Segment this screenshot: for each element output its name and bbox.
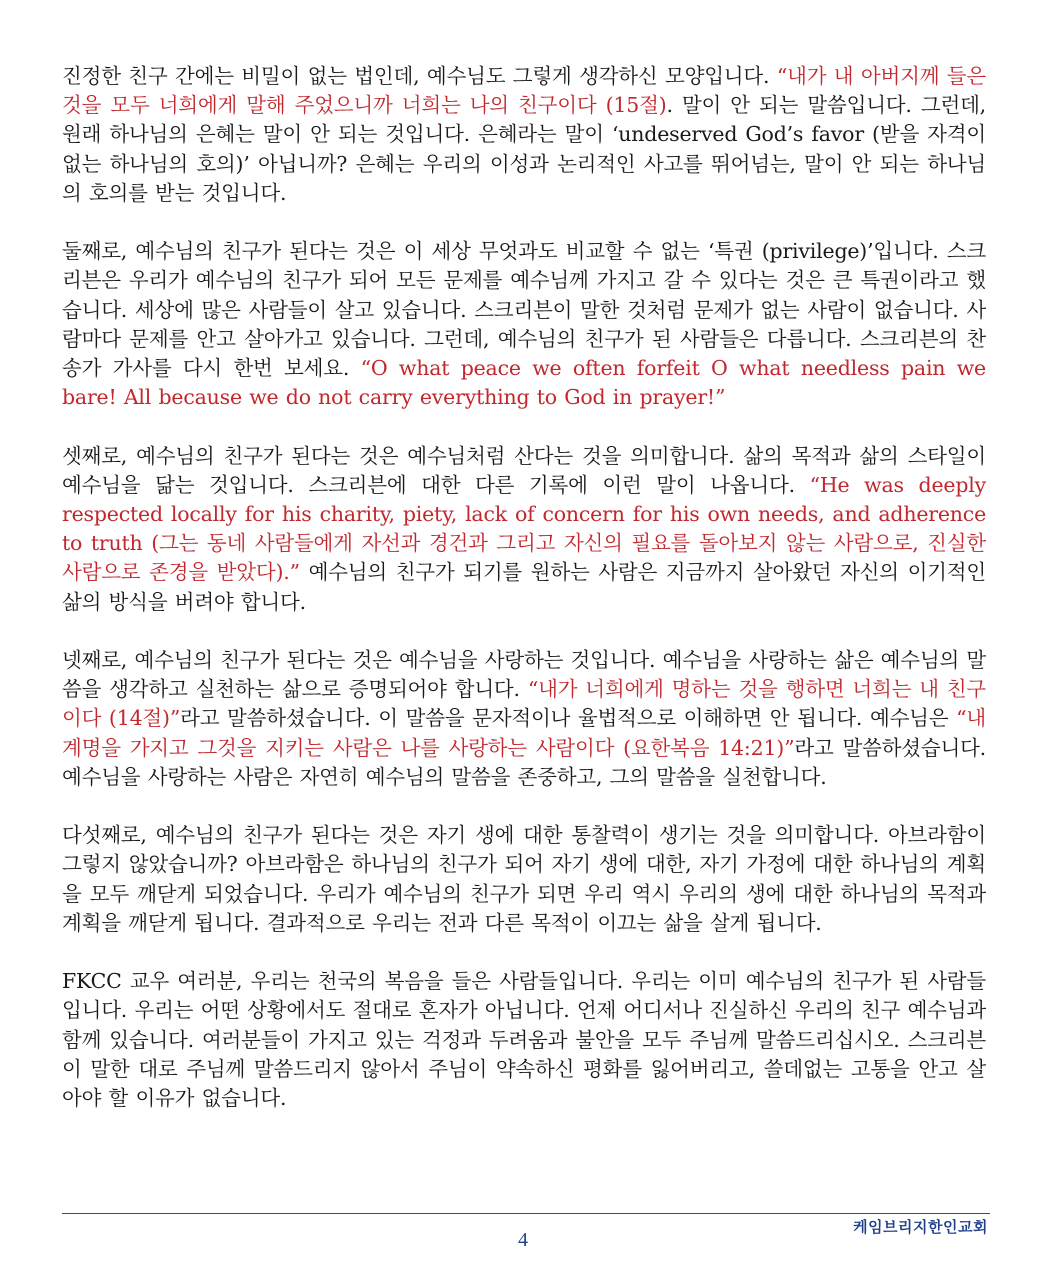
paragraph-second-privilege xyxy=(62,237,986,412)
paragraph-text: 라고 말씀하셨습니다. 이 말씀을 문자적이나 율법적으로 이해하면 안 됩니다. 예수님은 xyxy=(180,706,957,731)
paragraph-text: 다섯째로, 예수님의 친구가 된다는 것은 자기 생에 대한 통찰력이 생기는 것을 의미합니다. 아브라함이 그렇지 않았습니까? 아브라함은 하나님의 친구가 되어 자기 생에 대한, 자기 가정에 대한 하나님의 계획을 모두 깨닫게 되었습니다. 우리가 예수님의 친구가 되면 우리 역시 우리의 생에 대한 하나님의 목적과 계획을 깨닫게 됩니다. 결과적으로 우리는 전과 다른 목적이 이끄는 삶을 살게 됩니다. xyxy=(62,823,986,935)
paragraph-secret-friend xyxy=(62,62,986,208)
scripture-quote: “내가 너희에게 명하는 것을 행하면 너희는 내 친구이다 (14절)” xyxy=(62,677,986,731)
document-body xyxy=(62,62,986,1142)
paragraph-fifth-insight xyxy=(62,821,986,938)
paragraph-text: FKCC 교우 여러분, 우리는 천국의 복음을 들은 사람들입니다. 우리는 이미 예수님의 친구가 된 사람들입니다. 우리는 어떤 상황에서도 절대로 혼자가 아닙니다. 언제 어디서나 진실하신 우리의 친구 예수님과 함께 있습니다. 여러분들이 가지고 있는 걱정과 두려움과 불안을 모두 주님께 말씀드리십시오. 스크리븐이 말한 대로 주님께 말씀드리지 않아서 주님이 약속하신 평화를 잃어버리고, 쓸데없는 고통을 안고 살아야 할 이유가 없습니다. xyxy=(62,969,986,1111)
scripture-quote: “내 계명을 가지고 그것을 지키는 사람은 나를 사랑하는 사람이다 (요한복음 14:21)” xyxy=(62,706,987,760)
paragraph-fourth-love-jesus xyxy=(62,646,986,792)
paragraph-closing-exhortation xyxy=(62,967,986,1113)
paragraph-text: 둘째로, 예수님의 친구가 된다는 것은 이 세상 무엇과도 비교할 수 없는 ‘특권 (privilege)’입니다. 스크리븐은 우리가 예수님의 친구가 되어 모든 문제를 예수님께 가지고 갈 수 있다는 것은 큰 특권이라고 했습니다. 세상에 많은 사람들이 살고 있습니다. 스크리븐이 말한 것처럼 문제가 없는 사람이 없습니다. 사람마다 문제를 안고 살아가고 있습니다. 그런데, 예수님의 친구가 된 사람들은 다릅니다. 스크리븐의 찬송가 가사를 다시 한번 보세요. xyxy=(62,239,986,381)
paragraph-text: 넷째로, 예수님의 친구가 된다는 것은 예수님을 사랑하는 것입니다. 예수님을 사랑하는 삶은 예수님의 말씀을 생각하고 실천하는 삶으로 증명되어야 합니다. xyxy=(62,648,986,702)
paragraph-text: . 말이 안 되는 말씀입니다. 그런데, 원래 하나님의 은혜는 말이 안 되는 것입니다. 은혜라는 말이 ‘undeserved God’s favor (받을 자격이 없는 하나님의 호의)’ 아닙니까? 은혜는 우리의 이성과 논리적인 사고를 뛰어넘는, 말이 안 되는 하나님의 호의를 받는 것입니다. xyxy=(62,93,986,205)
scripture-quote: “내가 내 아버지께 들은 것을 모두 너희에게 말해 주었으니까 너희는 나의 친구이다 (15절) xyxy=(62,64,987,118)
paragraph-text: 라고 말씀하셨습니다. 예수님을 사랑하는 사람은 자연히 예수님의 말씀을 존중하고, 그의 말씀을 실천합니다. xyxy=(62,735,986,789)
hymn-quote: “O what peace we often forfeit O what needless pain we bare! All because we do not carry everything to God in prayer!” xyxy=(62,356,986,410)
footer-divider xyxy=(62,1213,990,1214)
paragraph-text: 진정한 친구 간에는 비밀이 없는 법인데, 예수님도 그렇게 생각하신 모양입니다. xyxy=(62,64,777,88)
church-name: 케임브리지한인교회 xyxy=(853,1218,988,1236)
paragraph-text: 셋째로, 예수님의 친구가 된다는 것은 예수님처럼 산다는 것을 의미합니다. 삶의 목적과 삶의 스타일이 예수님을 닮는 것입니다. 스크리븐에 대한 다른 기록에 이런 말이 나옵니다. xyxy=(62,443,986,497)
paragraph-text: 예수님의 친구가 되기를 원하는 사람은 지금까지 살아왔던 자신의 이기적인 삶의 방식을 버려야 합니다. xyxy=(62,560,986,614)
paragraph-third-live-like-jesus xyxy=(62,442,986,617)
page-number: 4 xyxy=(518,1229,528,1251)
biography-quote: “He was deeply respected locally for his charity, piety, lack of concern for his own needs, and adherence to truth (그는 동네 사람들에게 자선과 경건과 그리고 자신의 필요를 돌아보지 않는 사람으로, 진실한 사람으로 존경을 받았다).” xyxy=(62,472,986,585)
